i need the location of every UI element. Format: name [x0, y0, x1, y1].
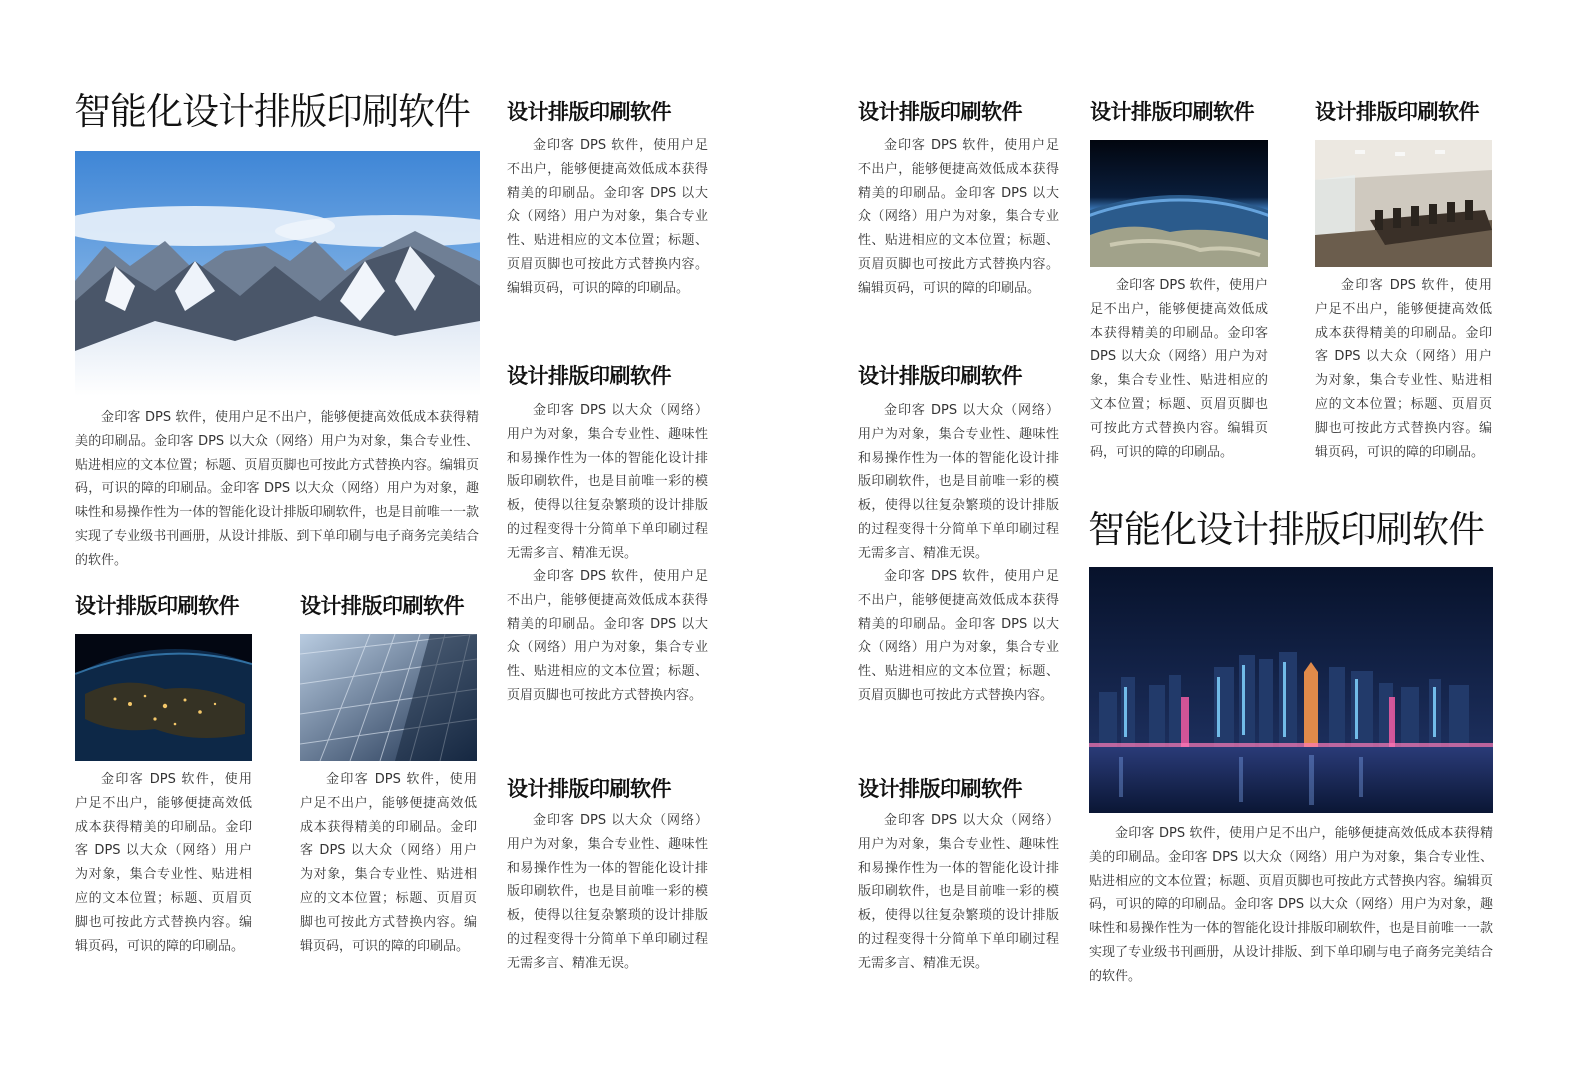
paragraph-col5: 金印客 DPS 软件，使用户足不出户，能够便捷高效低成本获得精美的印刷品。金印客 DPS 以大众（网络）用户为对象，集合专业性、贴进相应的文本位置；标题、页眉页脚也可按此方式替换内容。编辑页码，可识的障的印刷品。: [1315, 278, 1492, 460]
section-title-col3-3: 设计排版印刷软件: [858, 777, 1022, 801]
paragraph-left-2: 金印客 DPS 软件，使用户足不出户，能够便捷高效低成本获得精美的印刷品。金印客 DPS 以大众（网络）用户为对象，集合专业性、贴进相应的文本位置；标题、页眉页脚也可按此方式替换内容。编辑页码，可识的障的印刷品。: [300, 772, 477, 954]
section-title-col2-3: 设计排版印刷软件: [507, 777, 671, 801]
section-title-left-1: 设计排版印刷软件: [75, 594, 239, 618]
section-title-col3-1: 设计排版印刷软件: [858, 100, 1022, 124]
paragraph-col3-1: 金印客 DPS 软件，使用户足不出户，能够便捷高效低成本获得精美的印刷品。金印客 DPS 以大众（网络）用户为对象，集合专业性、贴进相应的文本位置；标题、页眉页脚也可按此方式替换内容。编辑页码，可识的障的印刷品。: [858, 138, 1059, 296]
earth-night-image: [75, 634, 252, 761]
intro-paragraph-left: 金印客 DPS 软件，使用户足不出户，能够便捷高效低成本获得精美的印刷品。金印客 DPS 以大众（网络）用户为对象，集合专业性、贴进相应的文本位置；标题、页眉页脚也可按此方式替换内容。编辑页码，可识的障的印刷品。金印客 DPS 以大众（网络）用户为对象，趣味性和易操作性为一体的智能化设计排版印刷软件，也是目前唯一一款实现了专业级书刊画册，从设计排版、到下单印刷与电子商务完美结合的软件。: [75, 410, 479, 568]
paragraph-col3-3: 金印客 DPS 软件，使用户足不出户，能够便捷高效低成本获得精美的印刷品。金印客 DPS 以大众（网络）用户为对象，集合专业性、贴进相应的文本位置；标题、页眉页脚也可按此方式替换内容。: [858, 569, 1059, 703]
paragraph-col3-2: 金印客 DPS 以大众（网络）用户为对象，集合专业性、趣味性和易操作性为一体的智能化设计排版印刷软件，也是目前唯一彩的模板，使得以往复杂繁琐的设计排版的过程变得十分简单下单印刷过程无需多言、精准无误。: [858, 403, 1059, 561]
earth-horizon-image: [1090, 140, 1268, 267]
mountains-image: [75, 151, 480, 396]
paragraph-col2-2: 金印客 DPS 以大众（网络）用户为对象，集合专业性、趣味性和易操作性为一体的智能化设计排版印刷软件，也是目前唯一彩的模板，使得以往复杂繁琐的设计排版的过程变得十分简单下单印刷过程无需多言、精准无误。: [507, 403, 708, 561]
section-title-col3-2: 设计排版印刷软件: [858, 364, 1022, 388]
paragraph-col2-1: 金印客 DPS 软件，使用户足不出户，能够便捷高效低成本获得精美的印刷品。金印客 DPS 以大众（网络）用户为对象，集合专业性、贴进相应的文本位置；标题、页眉页脚也可按此方式替换内容。编辑页码，可识的障的印刷品。: [507, 138, 708, 296]
paragraph-col2-4: 金印客 DPS 以大众（网络）用户为对象，集合专业性、趣味性和易操作性为一体的智能化设计排版印刷软件，也是目前唯一彩的模板，使得以往复杂繁琐的设计排版的过程变得十分简单下单印刷过程无需多言、精准无误。: [507, 813, 708, 971]
section-title-col5: 设计排版印刷软件: [1315, 100, 1479, 124]
city-skyline-image: [1089, 567, 1493, 813]
section-title-col2-2: 设计排版印刷软件: [507, 364, 671, 388]
conference-room-image: [1315, 140, 1492, 267]
page-title-right: 智能化设计排版印刷软件: [1088, 508, 1484, 551]
paragraph-col2-3: 金印客 DPS 软件，使用户足不出户，能够便捷高效低成本获得精美的印刷品。金印客 DPS 以大众（网络）用户为对象，集合专业性、贴进相应的文本位置；标题、页眉页脚也可按此方式替换内容。: [507, 569, 708, 703]
paragraph-col3-4: 金印客 DPS 以大众（网络）用户为对象，集合专业性、趣味性和易操作性为一体的智能化设计排版印刷软件，也是目前唯一彩的模板，使得以往复杂繁琐的设计排版的过程变得十分简单下单印刷过程无需多言、精准无误。: [858, 813, 1059, 971]
intro-paragraph-right: 金印客 DPS 软件，使用户足不出户，能够便捷高效低成本获得精美的印刷品。金印客 DPS 以大众（网络）用户为对象，集合专业性、贴进相应的文本位置；标题、页眉页脚也可按此方式替换内容。编辑页码，可识的障的印刷品。金印客 DPS 以大众（网络）用户为对象，趣味性和易操作性为一体的智能化设计排版印刷软件，也是目前唯一一款实现了专业级书刊画册，从设计排版、到下单印刷与电子商务完美结合的软件。: [1089, 826, 1493, 984]
section-title-col4: 设计排版印刷软件: [1090, 100, 1254, 124]
section-title-col2-1: 设计排版印刷软件: [507, 100, 671, 124]
section-title-left-2: 设计排版印刷软件: [300, 594, 464, 618]
page-title-left: 智能化设计排版印刷软件: [74, 90, 470, 133]
paragraph-left-1: 金印客 DPS 软件，使用户足不出户，能够便捷高效低成本获得精美的印刷品。金印客 DPS 以大众（网络）用户为对象，集合专业性、贴进相应的文本位置；标题、页眉页脚也可按此方式替换内容。编辑页码，可识的障的印刷品。: [75, 772, 252, 954]
paragraph-col4: 金印客 DPS 软件，使用户足不出户，能够便捷高效低成本获得精美的印刷品。金印客 DPS 以大众（网络）用户为对象，集合专业性、贴进相应的文本位置；标题、页眉页脚也可按此方式替换内容。编辑页码，可识的障的印刷品。: [1090, 278, 1268, 460]
glass-building-image: [300, 634, 477, 761]
